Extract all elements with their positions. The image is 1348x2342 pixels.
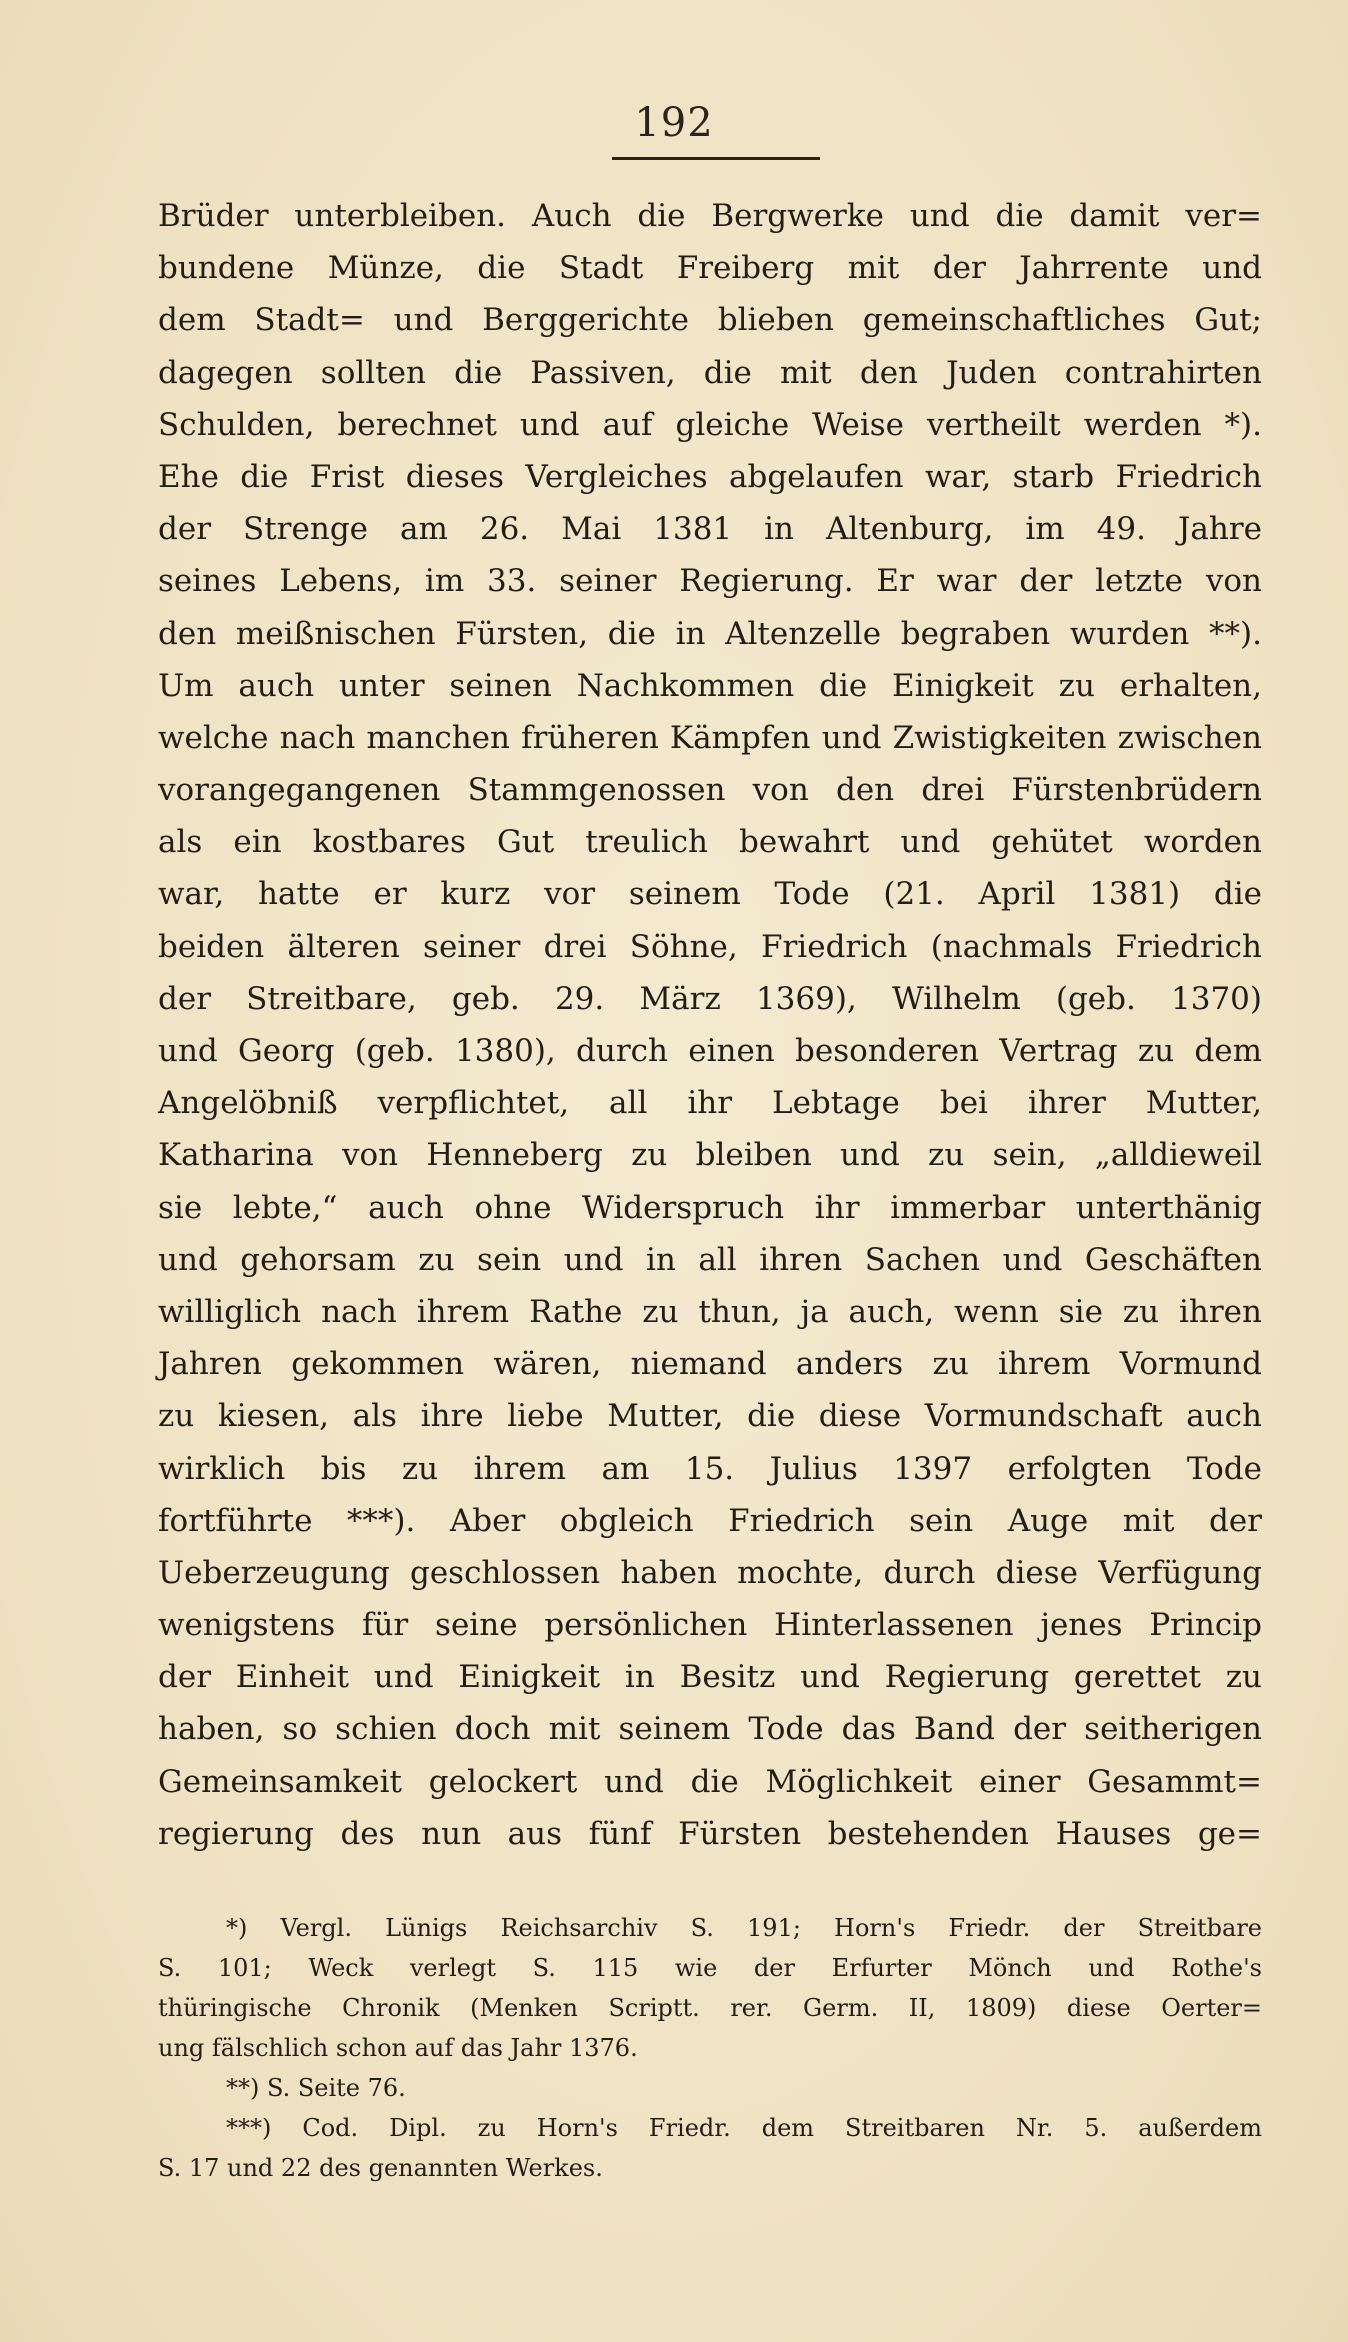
text-line: Ehe die Frist dieses Vergleiches abgelaufen war, starb Friedrich: [158, 458, 1262, 495]
footnote-3-line: S. 17 und 22 des genannten Werkes.: [158, 2154, 603, 2182]
footnote-1-line: thüringische Chronik (Menken Scriptt. rer. Germ. II, 1809) diese Oerter=: [158, 1994, 1262, 2022]
text-line: williglich nach ihrem Rathe zu thun, ja auch, wenn sie zu ihren: [158, 1293, 1262, 1330]
text-line: der Streitbare, geb. 29. März 1369), Wilhelm (geb. 1370): [158, 980, 1262, 1017]
text-line: dagegen sollten die Passiven, die mit den Juden contrahirten: [158, 354, 1262, 391]
text-line: Ueberzeugung geschlossen haben mochte, durch diese Verfügung: [158, 1554, 1262, 1591]
text-line: Jahren gekommen wären, niemand anders zu ihrem Vormund: [158, 1346, 1262, 1383]
footnote-2: **) S. Seite 76.: [226, 2074, 406, 2102]
text-line: bundene Münze, die Stadt Freiberg mit der Jahrrente und: [158, 250, 1262, 287]
text-line: seines Lebens, im 33. seiner Regierung. Er war der letzte von: [158, 563, 1262, 600]
footnotes: [158, 1908, 1262, 2188]
text-line: Katharina von Henneberg zu bleiben und zu sein, „alldieweil: [158, 1137, 1262, 1174]
text-line: der Strenge am 26. Mai 1381 in Altenburg, im 49. Jahre: [158, 511, 1262, 548]
text-line: zu kiesen, als ihre liebe Mutter, die diese Vormundschaft auch: [158, 1398, 1262, 1435]
footnote-1-line: ung fälschlich schon auf das Jahr 1376.: [158, 2034, 638, 2062]
text-line: dem Stadt= und Berggerichte blieben gemeinschaftliches Gut;: [158, 302, 1262, 339]
page-number-rule: [612, 157, 820, 160]
text-line: fortführte ***). Aber obgleich Friedrich sein Auge mit der: [158, 1502, 1262, 1539]
page-number: 192: [634, 100, 714, 146]
footnote-1-line: S. 101; Weck verlegt S. 115 wie der Erfurter Mönch und Rothe's: [158, 1954, 1262, 1982]
text-line: Brüder unterbleiben. Auch die Bergwerke und die damit ver=: [158, 198, 1262, 234]
footnote-1-line: *) Vergl. Lünigs Reichsarchiv S. 191; Horn's Friedr. der Streitbare: [226, 1914, 1262, 1942]
text-line: Schulden, berechnet und auf gleiche Weise vertheilt werden *).: [158, 406, 1262, 443]
text-line: den meißnischen Fürsten, die in Altenzelle begraben wurden **).: [158, 615, 1262, 652]
text-line: wirklich bis zu ihrem am 15. Julius 1397 erfolgten Tode: [158, 1450, 1262, 1487]
text-line: wenigstens für seine persönlichen Hinterlassenen jenes Princip: [158, 1607, 1262, 1644]
text-line: regierung des nun aus fünf Fürsten bestehenden Hauses ge=: [158, 1815, 1262, 1852]
text-line: und Georg (geb. 1380), durch einen besonderen Vertrag zu dem: [158, 1033, 1262, 1069]
text-line: war, hatte er kurz vor seinem Tode (21. April 1381) die: [158, 876, 1262, 913]
text-line: als ein kostbares Gut treulich bewahrt und gehütet worden: [158, 824, 1262, 861]
text-line: haben, so schien doch mit seinem Tode das Band der seitherigen: [158, 1711, 1262, 1748]
text-line: Angelöbniß verpflichtet, all ihr Lebtage bei ihrer Mutter,: [158, 1085, 1262, 1122]
text-line: Gemeinsamkeit gelockert und die Möglichkeit einer Gesammt=: [158, 1763, 1262, 1800]
text-line: und gehorsam zu sein und in all ihren Sachen und Geschäften: [158, 1241, 1262, 1278]
text-line: der Einheit und Einigkeit in Besitz und Regierung gerettet zu: [158, 1659, 1262, 1696]
text-line: beiden älteren seiner drei Söhne, Friedrich (nachmals Friedrich: [158, 928, 1262, 965]
text-line: Um auch unter seinen Nachkommen die Einigkeit zu erhalten,: [158, 667, 1262, 704]
footnote-3-line: ***) Cod. Dipl. zu Horn's Friedr. dem Streitbaren Nr. 5. außerdem: [226, 2114, 1262, 2142]
text-line: welche nach manchen früheren Kämpfen und Zwistigkeiten zwischen: [158, 719, 1262, 756]
text-line: vorangegangenen Stammgenossen von den drei Fürstenbrüdern: [158, 772, 1262, 809]
body-text: [158, 190, 1262, 1860]
text-line: sie lebte,“ auch ohne Widerspruch ihr immerbar unterthänig: [158, 1189, 1262, 1226]
